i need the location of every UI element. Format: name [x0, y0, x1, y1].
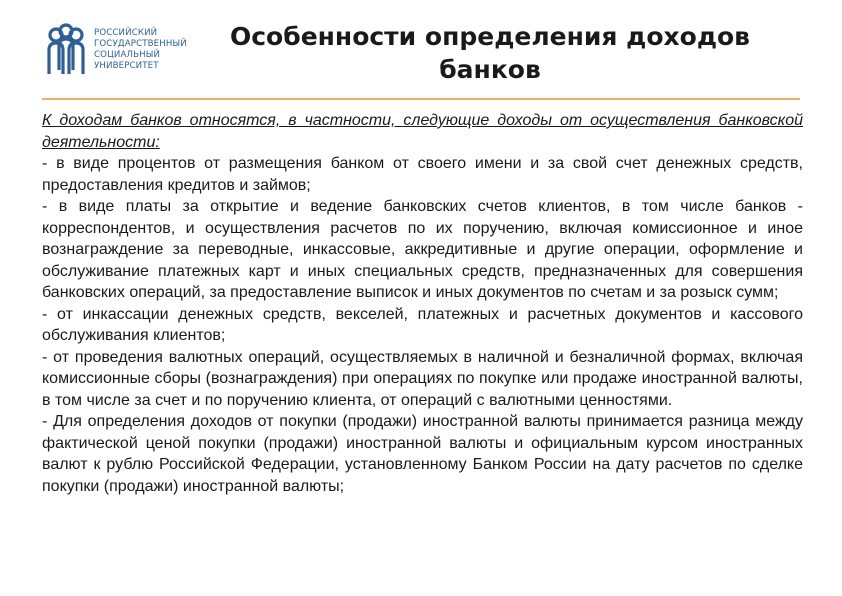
logo-line: УНИВЕРСИТЕТ: [94, 61, 159, 72]
page-title: [190, 20, 790, 86]
list-item: - Для определения доходов от покупки (продажи) иностранной валюты принимается разница между фактической ценой покупки (продажи) иностранной валюты и официальным курсом иностранных валют к рублю Российской Федерации, установленному Банком России на дату расчетов по сделке покупки (продажи) иностранной валюты;: [42, 413, 803, 495]
university-logo: [44, 22, 187, 78]
logo-line: СОЦИАЛЬНЫЙ: [94, 50, 161, 60]
body-text: [42, 110, 803, 497]
university-name: [94, 28, 187, 73]
title-line: банков: [439, 55, 541, 84]
logo-line: ГОСУДАРСТВЕННЫЙ: [94, 38, 187, 49]
list-item: - в виде платы за открытие и ведение банковских счетов клиентов, в том числе банков - корреспондентов, и осуществления расчетов по их поручению, включая комиссионное и иное вознаграждение за переводные, инкассовые, аккредитивные и другие операции, оформление и обслуживание платежных карт и иных специальных средств, предназначенных для совершения банковских операций, за предоставление выписок и иных документов по счетам и за розыск сумм;: [42, 198, 803, 301]
list-item: - от инкассации денежных средств, векселей, платежных и расчетных документов и кассового обслуживания клиентов;: [42, 305, 803, 344]
university-people-logo-icon: [44, 22, 88, 78]
title-divider: [42, 98, 800, 100]
title-line: Особенности определения доходов: [229, 22, 751, 51]
list-item: - в виде процентов от размещения банком от своего имени и за свой счет денежных средств, предоставления кредитов и займов;: [42, 155, 803, 194]
intro-paragraph: К доходам банков относятся, в частности, следующие доходы от осуществления банковской деятельности:: [42, 112, 803, 151]
list-item: - от проведения валютных операций, осуществляемых в наличной и безналичной формах, включая комиссионные сборы (вознаграждения) при операциях по покупке или продаже иностранной валюты, в том числе за счет и по поручению клиента, от операций с валютными ценностями.: [42, 348, 803, 409]
logo-line: РОССИЙСКИЙ: [94, 27, 158, 38]
